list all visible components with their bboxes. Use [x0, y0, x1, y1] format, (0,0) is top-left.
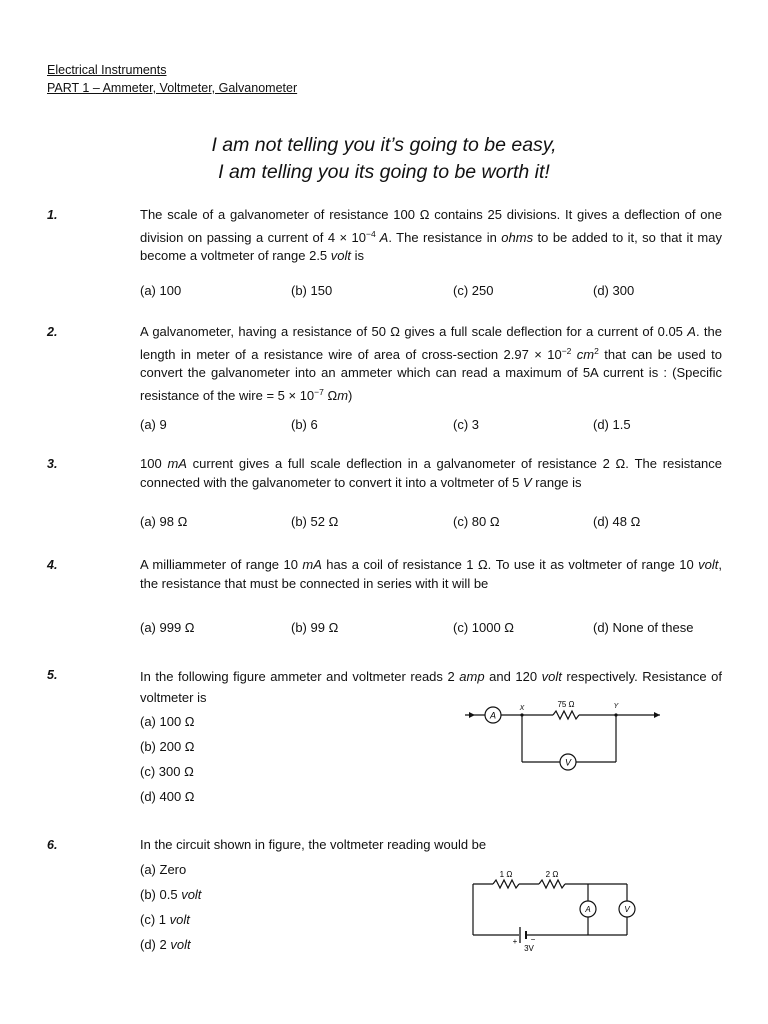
text-run: . the length in meter of a resistance wire of area of cross-section 2.97 × 10 [140, 324, 723, 362]
text-run: (a) 100 Ω [140, 714, 195, 729]
resistor-label: 75 Ω [557, 700, 575, 709]
text-run: (c) 80 Ω [453, 514, 500, 529]
superscript-text: −2 [561, 345, 572, 356]
italic-text: mA [167, 456, 187, 471]
superscript-text: 2 [594, 345, 599, 356]
text-run: to be added to it, so that it may become a voltmeter of range 2.5 [140, 229, 722, 263]
text-run: (d) 400 Ω [140, 789, 195, 804]
text-run: (b) 0.5 [140, 887, 182, 902]
text-run: (b) 200 Ω [140, 739, 195, 754]
italic-text: m [337, 387, 349, 403]
question-number: 5. [47, 668, 58, 682]
question-number: 3. [47, 457, 58, 471]
resistor-1-label: 1 Ω [499, 870, 513, 879]
text-run: (b) 99 Ω [291, 620, 339, 635]
node-x-label: X [519, 705, 525, 712]
italic-text: volt [541, 669, 562, 684]
text-run: has a coil of resistance 1 Ω. To use it as voltmeter of range 10 [321, 557, 699, 572]
text-run: (c) 1000 Ω [453, 620, 515, 635]
text-run: range is [531, 474, 582, 490]
question-number: 2. [47, 325, 58, 339]
ammeter-label: A [489, 710, 497, 721]
italic-text: amp [459, 669, 485, 684]
italic-text: volt [181, 887, 202, 902]
italic-text: A [375, 229, 389, 245]
battery-plus-sign: + [512, 937, 518, 946]
voltmeter-label: V [624, 905, 630, 914]
italic-text: volt [330, 248, 352, 263]
text-run: (b) 6 [291, 417, 318, 432]
battery-voltage-label: 3V [524, 944, 534, 953]
ammeter-label: A [585, 905, 591, 914]
italic-text: ohms [501, 229, 534, 245]
text-run: (c) 300 Ω [140, 764, 194, 779]
text-run: (c) 3 [453, 417, 479, 432]
battery-minus-sign: − [530, 935, 536, 944]
text-run: (a) Zero [140, 862, 187, 877]
italic-text: volt [698, 557, 719, 572]
text-run: (a) 999 Ω [140, 620, 195, 635]
text-run: respectively. Resistance of voltmeter is [140, 669, 722, 705]
text-run: , the resistance that must be connected in series with it will be [140, 557, 723, 591]
text-run: A milliammeter of range 10 [140, 557, 303, 572]
text-run: Ω [323, 387, 338, 403]
italic-text: V [523, 474, 532, 490]
text-run: (a) 9 [140, 417, 167, 432]
text-run: (d) 2 [140, 937, 171, 952]
italic-text: volt [170, 937, 191, 952]
text-run: The scale of a galvanometer of resistance 100 Ω contains 25 divisions. It gives a deflection of one division on passing a current of 4 × 10 [140, 207, 722, 245]
text-run: and 120 [484, 669, 542, 684]
italic-text: cm [571, 346, 595, 362]
text-run: In the following figure ammeter and voltmeter reads 2 [140, 669, 460, 684]
italic-text: A [687, 324, 696, 339]
italic-text: volt [169, 912, 190, 927]
italic-text: mA [302, 557, 322, 572]
superscript-text: −4 [366, 228, 376, 239]
chapter-title: Electrical Instruments [47, 63, 167, 77]
text-run: . The resistance in [388, 229, 502, 245]
text-run: (b) 150 [291, 283, 333, 298]
quote-line-2: I am telling you its going to be worth it! [218, 161, 550, 183]
part-title: PART 1 – Ammeter, Voltmeter, Galvanometer [47, 81, 298, 95]
text-run: ) [348, 387, 353, 403]
voltmeter-label: V [564, 757, 572, 768]
resistor-2-label: 2 Ω [545, 870, 559, 879]
text-run: is [351, 248, 365, 263]
text-run: that can be used to convert the galvanometer into an ammeter which can read a maximum of 5A current is : (Specific resistance of the wire = 5 × 10 [140, 346, 722, 403]
text-run: (d) None of these [593, 620, 694, 635]
text-run: (b) 52 Ω [291, 514, 339, 529]
text-run: (d) 1.5 [593, 417, 631, 432]
text-run: (c) 1 [140, 912, 170, 927]
node-y-label: Y [613, 703, 619, 710]
text-run: (d) 300 [593, 283, 635, 298]
text-run: (a) 98 Ω [140, 514, 188, 529]
text-run: current gives a full scale deflection in a galvanometer of resistance 2 Ω. The resistance connected with the galvanometer to convert it into a voltmeter of 5 [140, 456, 723, 490]
text-run: (d) 48 Ω [593, 514, 641, 529]
text-run: (c) 250 [453, 283, 494, 298]
question-number: 1. [47, 208, 58, 222]
superscript-text: −7 [314, 386, 324, 397]
question-number: 6. [47, 838, 58, 852]
text-run: (a) 100 [140, 283, 182, 298]
text-run: A galvanometer, having a resistance of 50 Ω gives a full scale deflection for a current of 0.05 [140, 324, 688, 339]
text-run: In the circuit shown in figure, the voltmeter reading would be [140, 837, 487, 852]
question-number: 4. [47, 558, 58, 572]
text-run: 100 [140, 456, 168, 471]
quote-line-1: I am not telling you it’s going to be easy, [211, 134, 557, 156]
